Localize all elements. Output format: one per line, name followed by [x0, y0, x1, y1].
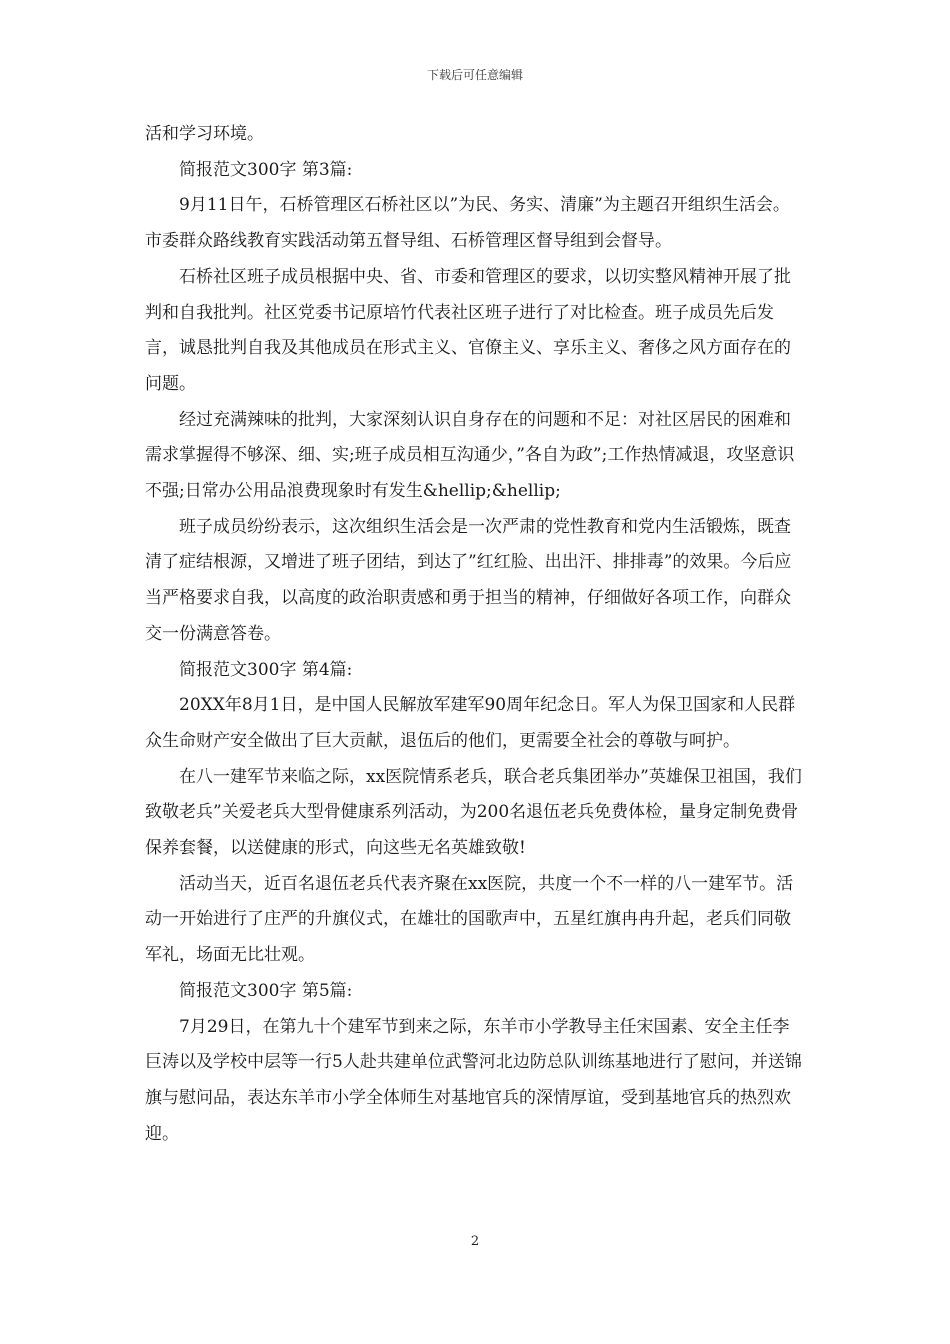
paragraph: 20XX年8月1日，是中国人民解放军建军90周年纪念日。军人为保卫国家和人民群众生命财产安全做出了巨大贡献，退伍后的他们，更需要全社会的尊敬与呵护。	[145, 695, 796, 751]
paragraph-continuation: 活和学习环境。	[145, 124, 264, 144]
paragraph: 经过充满辣味的批判，大家深刻认识自身存在的问题和不足：对社区居民的困难和需求掌握得不够深、细、实;班子成员相互沟通少，”各自为政”;工作热情减退，攻坚意识不强;日常办公用品浪费现象时有发生&hellip;&hellip;	[145, 409, 795, 502]
paragraph: 石桥社区班子成员根据中央、省、市委和管理区的要求，以切实整风精神开展了批判和自我批判。社区党委书记原培竹代表社区班子进行了对比检查。班子成员先后发言，诚恳批判自我及其他成员在形式主义、官僚主义、享乐主义、奢侈之风方面存在的问题。	[145, 266, 791, 394]
page-number: 2	[470, 1234, 480, 1249]
paragraph: 7月29日，在第九十个建军节到来之际，东羊市小学教导主任宋国素、安全主任李巨涛以及学校中层等一行5人赴共建单位武警河北边防总队训练基地进行了慰问，并送锦旗与慰问品，表达东羊市小学全体师生对基地官兵的深情厚谊，受到基地官兵的热烈欢迎。	[145, 1016, 802, 1144]
section-heading-4: 简报范文300字 第4篇:	[179, 659, 353, 680]
paragraph: 在八一建军节来临之际，xx医院情系老兵，联合老兵集团举办”英雄保卫祖国，我们致敬老兵”关爱老兵大型骨健康系列活动，为200名退伍老兵免费体检，量身定制免费骨保养套餐，以送健康的形式，向这些无名英雄致敬!	[145, 766, 802, 859]
paragraph: 9月11日午，石桥管理区石桥社区以”为民、务实、清廉”为主题召开组织生活会。市委群众路线教育实践活动第五督导组、石桥管理区督导组到会督导。	[145, 195, 790, 252]
document-body	[145, 117, 805, 1152]
paragraph: 班子成员纷纷表示，这次组织生活会是一次严肃的党性教育和党内生活锻炼，既查清了症结根源，又增进了班子团结，到达了”红红脸、出出汗、排排毒”的效果。今后应当严格要求自我，以高度的政治职责感和勇于担当的精神，仔细做好各项工作，向群众交一份满意答卷。	[145, 516, 792, 644]
section-heading-5: 简报范文300字 第5篇:	[179, 980, 353, 1001]
paragraph: 活动当天，近百名退伍老兵代表齐聚在xx医院，共度一个不一样的八一建军节。活动一开始进行了庄严的升旗仪式，在雄壮的国歌声中，五星红旗冉冉升起，老兵们同敬军礼，场面无比壮观。	[145, 873, 794, 966]
section-heading-3: 简报范文300字 第3篇:	[179, 159, 353, 180]
page-header-note: 下载后可任意编辑	[426, 68, 523, 82]
